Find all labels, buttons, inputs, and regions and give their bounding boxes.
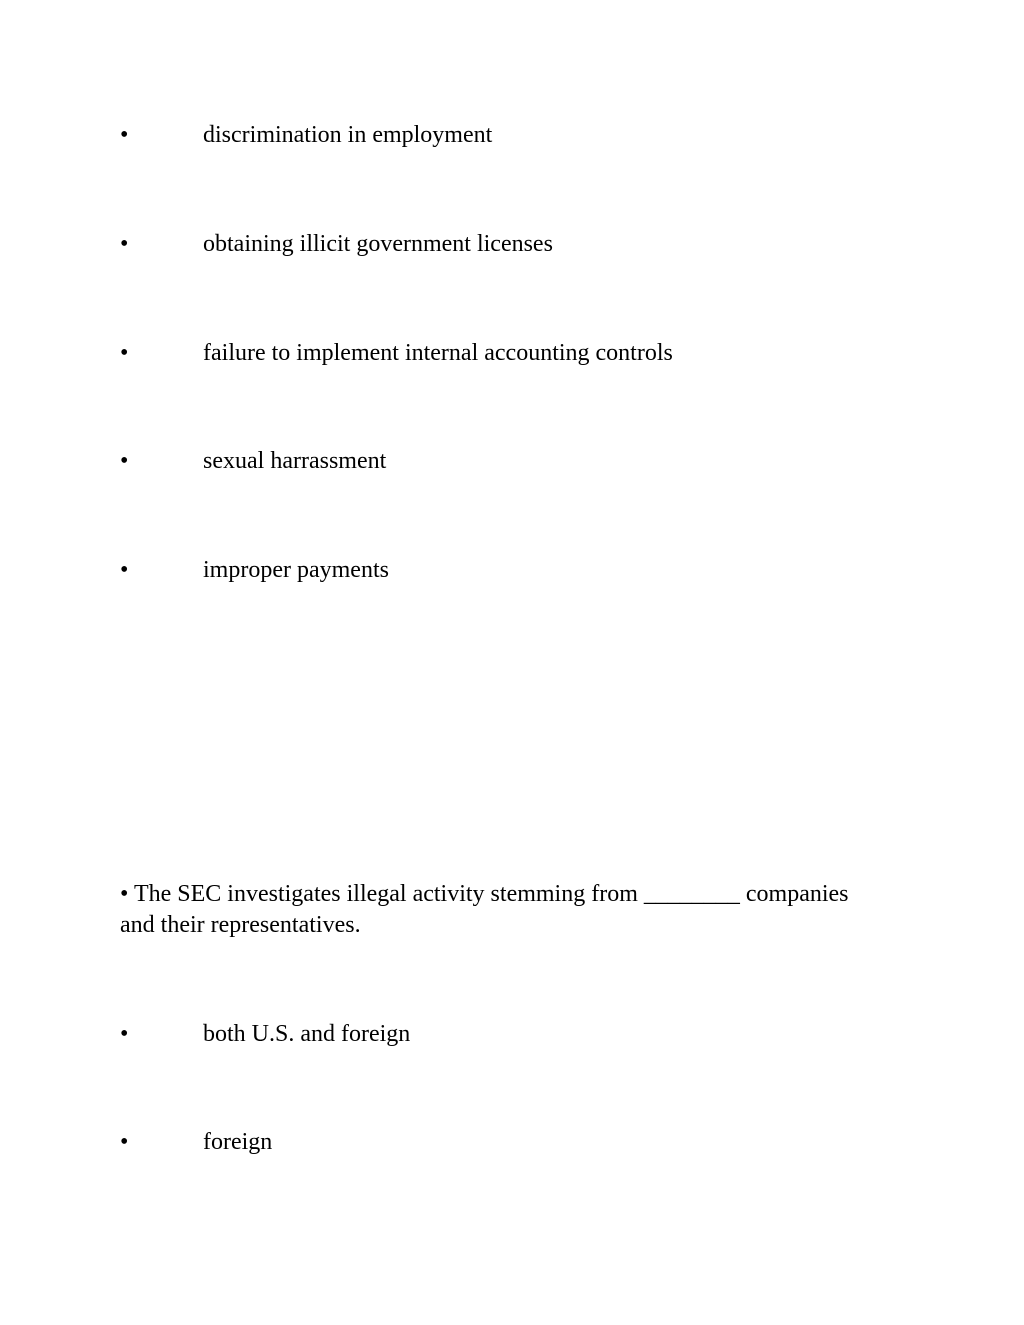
option-text: sexual harrassment bbox=[203, 448, 387, 474]
option-text: improper payments bbox=[203, 557, 389, 583]
bullet-marker: • bbox=[120, 122, 129, 148]
option-text: obtaining illicit government licenses bbox=[203, 231, 553, 257]
bullet-marker: • bbox=[120, 340, 129, 366]
question-text: • The SEC investigates illegal activity stemming from ________ companies and their representatives. bbox=[120, 881, 849, 938]
bullet-marker: • bbox=[120, 231, 129, 257]
bullet-marker: • bbox=[120, 448, 129, 474]
bullet-marker: • bbox=[120, 557, 129, 583]
option-text: both U.S. and foreign bbox=[203, 1021, 411, 1047]
option-text: foreign bbox=[203, 1129, 273, 1155]
bullet-marker: • bbox=[120, 1021, 129, 1047]
bullet-marker: • bbox=[120, 1129, 129, 1155]
option-text: discrimination in employment bbox=[203, 122, 493, 148]
option-text: failure to implement internal accounting controls bbox=[203, 340, 673, 366]
